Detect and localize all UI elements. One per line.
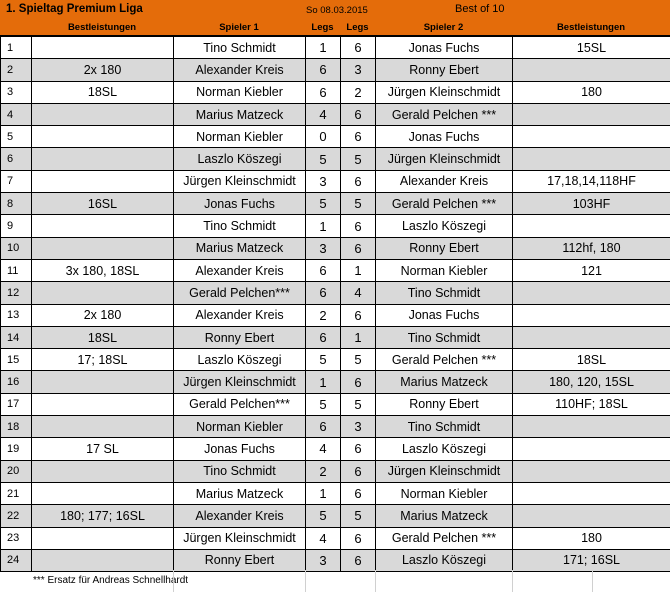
table-row xyxy=(1,460,670,482)
cell-best-right xyxy=(513,438,670,460)
cell-best-right: 110HF; 18SL xyxy=(513,393,670,415)
cell-match-number: 2 xyxy=(1,59,32,81)
cell-match-number: 4 xyxy=(1,103,32,125)
cell-legs2: 6 xyxy=(341,549,376,571)
cell-best-right: 112hf, 180 xyxy=(513,237,670,259)
cell-best-left xyxy=(32,237,174,259)
cell-player2: Gerald Pelchen *** xyxy=(376,349,513,371)
cell-match-number: 12 xyxy=(1,282,32,304)
table-row xyxy=(1,282,670,304)
cell-player1: Laszlo Köszegi xyxy=(174,148,306,170)
table-row xyxy=(1,170,670,192)
cell-player2: Tino Schmidt xyxy=(376,282,513,304)
cell-player1: Norman Kiebler xyxy=(174,416,306,438)
cell-match-number: 7 xyxy=(1,170,32,192)
cell-player2: Tino Schmidt xyxy=(376,326,513,348)
cell-player1: Laszlo Köszegi xyxy=(174,349,306,371)
cell-best-right: 18SL xyxy=(513,349,670,371)
cell-player2: Laszlo Köszegi xyxy=(376,215,513,237)
cell-legs1: 1 xyxy=(306,482,341,504)
cell-legs1: 6 xyxy=(306,259,341,281)
cell-legs2: 3 xyxy=(341,416,376,438)
cell-player1: Alexander Kreis xyxy=(174,59,306,81)
cell-best-right: 180, 120, 15SL xyxy=(513,371,670,393)
table-row xyxy=(1,349,670,371)
cell-match-number: 19 xyxy=(1,438,32,460)
cell-player1: Jürgen Kleinschmidt xyxy=(174,371,306,393)
cell-player2: Laszlo Köszegi xyxy=(376,438,513,460)
table-row xyxy=(1,259,670,281)
cell-player1: Marius Matzeck xyxy=(174,482,306,504)
cell-legs2: 6 xyxy=(341,37,376,59)
cell-player2: Gerald Pelchen *** xyxy=(376,527,513,549)
cell-match-number: 11 xyxy=(1,259,32,281)
cell-match-number: 9 xyxy=(1,215,32,237)
cell-match-number: 16 xyxy=(1,371,32,393)
cell-legs2: 4 xyxy=(341,282,376,304)
table-row xyxy=(1,371,670,393)
cell-player1: Alexander Kreis xyxy=(174,259,306,281)
cell-legs2: 6 xyxy=(341,215,376,237)
cell-best-left xyxy=(32,170,174,192)
table-row xyxy=(1,438,670,460)
cell-player2: Laszlo Köszegi xyxy=(376,549,513,571)
table-row xyxy=(1,59,670,81)
cell-legs1: 6 xyxy=(306,81,341,103)
cell-best-left xyxy=(32,37,174,59)
cell-player2: Jürgen Kleinschmidt xyxy=(376,81,513,103)
cell-best-left xyxy=(32,393,174,415)
results-table xyxy=(0,36,670,572)
cell-legs1: 0 xyxy=(306,126,341,148)
cell-match-number: 13 xyxy=(1,304,32,326)
cell-legs2: 5 xyxy=(341,148,376,170)
cell-player2: Jonas Fuchs xyxy=(376,304,513,326)
cell-legs1: 5 xyxy=(306,505,341,527)
cell-best-left xyxy=(32,482,174,504)
cell-best-left: 17; 18SL xyxy=(32,349,174,371)
cell-player2: Alexander Kreis xyxy=(376,170,513,192)
cell-player1: Gerald Pelchen*** xyxy=(174,282,306,304)
cell-match-number: 17 xyxy=(1,393,32,415)
cell-player1: Tino Schmidt xyxy=(174,215,306,237)
cell-player2: Norman Kiebler xyxy=(376,259,513,281)
cell-best-right xyxy=(513,59,670,81)
table-row xyxy=(1,482,670,504)
cell-player1: Alexander Kreis xyxy=(174,304,306,326)
cell-best-right xyxy=(513,304,670,326)
cell-match-number: 22 xyxy=(1,505,32,527)
cell-legs1: 3 xyxy=(306,170,341,192)
col-header-legs2: Legs xyxy=(346,22,369,33)
table-row xyxy=(1,103,670,125)
cell-legs1: 4 xyxy=(306,103,341,125)
col-header-best-left: Bestleistungen xyxy=(67,22,137,33)
cell-legs1: 6 xyxy=(306,282,341,304)
cell-legs1: 4 xyxy=(306,438,341,460)
cell-player2: Gerald Pelchen *** xyxy=(376,103,513,125)
cell-legs2: 6 xyxy=(341,460,376,482)
cell-best-right: 180 xyxy=(513,527,670,549)
cell-legs2: 6 xyxy=(341,482,376,504)
cell-legs1: 2 xyxy=(306,304,341,326)
cell-player2: Ronny Ebert xyxy=(376,393,513,415)
cell-legs1: 1 xyxy=(306,215,341,237)
cell-player2: Jürgen Kleinschmidt xyxy=(376,460,513,482)
results-table-body xyxy=(1,37,670,572)
cell-legs2: 6 xyxy=(341,237,376,259)
cell-best-left xyxy=(32,371,174,393)
table-row xyxy=(1,326,670,348)
cell-legs2: 6 xyxy=(341,304,376,326)
cell-legs2: 6 xyxy=(341,170,376,192)
cell-player1: Marius Matzeck xyxy=(174,237,306,259)
best-of-label: Best of 10 xyxy=(455,3,505,15)
cell-match-number: 15 xyxy=(1,349,32,371)
cell-player2: Norman Kiebler xyxy=(376,482,513,504)
cell-legs2: 1 xyxy=(341,259,376,281)
cell-best-left: 18SL xyxy=(32,81,174,103)
cell-match-number: 23 xyxy=(1,527,32,549)
cell-legs1: 2 xyxy=(306,460,341,482)
cell-match-number: 24 xyxy=(1,549,32,571)
cell-legs2: 5 xyxy=(341,505,376,527)
cell-player1: Alexander Kreis xyxy=(174,505,306,527)
cell-legs2: 3 xyxy=(341,59,376,81)
cell-legs1: 5 xyxy=(306,393,341,415)
cell-legs1: 5 xyxy=(306,349,341,371)
table-row xyxy=(1,215,670,237)
cell-legs1: 4 xyxy=(306,527,341,549)
header-bar xyxy=(0,0,670,21)
cell-legs1: 1 xyxy=(306,371,341,393)
cell-best-right: 15SL xyxy=(513,37,670,59)
cell-best-left: 2x 180 xyxy=(32,304,174,326)
cell-best-right xyxy=(513,326,670,348)
cell-legs1: 5 xyxy=(306,193,341,215)
cell-best-right xyxy=(513,282,670,304)
cell-legs2: 6 xyxy=(341,527,376,549)
league-title: 1. Spieltag Premium Liga xyxy=(6,3,143,15)
cell-best-right: 17,18,14,118HF xyxy=(513,170,670,192)
column-header-bar xyxy=(0,21,670,36)
cell-best-right xyxy=(513,505,670,527)
cell-best-right: 180 xyxy=(513,81,670,103)
cell-match-number: 1 xyxy=(1,37,32,59)
cell-legs1: 6 xyxy=(306,59,341,81)
cell-best-left xyxy=(32,527,174,549)
cell-best-left: 16SL xyxy=(32,193,174,215)
cell-match-number: 3 xyxy=(1,81,32,103)
cell-match-number: 5 xyxy=(1,126,32,148)
cell-legs2: 6 xyxy=(341,438,376,460)
cell-player1: Jonas Fuchs xyxy=(174,438,306,460)
table-row xyxy=(1,37,670,59)
cell-legs1: 6 xyxy=(306,416,341,438)
cell-best-right xyxy=(513,148,670,170)
cell-legs2: 5 xyxy=(341,193,376,215)
cell-best-left xyxy=(32,103,174,125)
table-row xyxy=(1,549,670,571)
cell-player1: Jonas Fuchs xyxy=(174,193,306,215)
cell-player1: Norman Kiebler xyxy=(174,81,306,103)
col-header-best-right: Bestleistungen xyxy=(556,22,626,33)
cell-legs1: 1 xyxy=(306,37,341,59)
cell-player2: Gerald Pelchen *** xyxy=(376,193,513,215)
cell-player2: Marius Matzeck xyxy=(376,505,513,527)
cell-legs2: 1 xyxy=(341,326,376,348)
cell-best-right xyxy=(513,416,670,438)
table-row xyxy=(1,527,670,549)
cell-best-left xyxy=(32,215,174,237)
cell-player1: Jürgen Kleinschmidt xyxy=(174,170,306,192)
cell-legs2: 6 xyxy=(341,126,376,148)
cell-best-left: 17 SL xyxy=(32,438,174,460)
cell-best-left xyxy=(32,126,174,148)
cell-legs2: 6 xyxy=(341,103,376,125)
cell-player2: Marius Matzeck xyxy=(376,371,513,393)
cell-best-left xyxy=(32,282,174,304)
table-row xyxy=(1,505,670,527)
cell-player1: Norman Kiebler xyxy=(174,126,306,148)
cell-legs2: 5 xyxy=(341,393,376,415)
cell-best-left xyxy=(32,416,174,438)
cell-best-right: 121 xyxy=(513,259,670,281)
table-row xyxy=(1,148,670,170)
cell-player1: Marius Matzeck xyxy=(174,103,306,125)
cell-match-number: 10 xyxy=(1,237,32,259)
table-row xyxy=(1,81,670,103)
cell-match-number: 20 xyxy=(1,460,32,482)
cell-legs2: 2 xyxy=(341,81,376,103)
table-row xyxy=(1,304,670,326)
footnote: *** Ersatz für Andreas Schnellhardt xyxy=(33,575,189,586)
cell-match-number: 21 xyxy=(1,482,32,504)
footer xyxy=(0,570,670,592)
cell-match-number: 18 xyxy=(1,416,32,438)
cell-player1: Tino Schmidt xyxy=(174,37,306,59)
cell-legs1: 3 xyxy=(306,237,341,259)
col-header-player1: Spieler 1 xyxy=(219,22,259,33)
table-row xyxy=(1,237,670,259)
cell-legs2: 6 xyxy=(341,371,376,393)
cell-player2: Jürgen Kleinschmidt xyxy=(376,148,513,170)
cell-best-left xyxy=(32,460,174,482)
cell-legs1: 6 xyxy=(306,326,341,348)
cell-best-right xyxy=(513,482,670,504)
cell-player2: Jonas Fuchs xyxy=(376,126,513,148)
cell-best-right xyxy=(513,215,670,237)
col-header-legs1: Legs xyxy=(311,22,334,33)
cell-player1: Ronny Ebert xyxy=(174,326,306,348)
cell-match-number: 14 xyxy=(1,326,32,348)
cell-player2: Jonas Fuchs xyxy=(376,37,513,59)
cell-player2: Tino Schmidt xyxy=(376,416,513,438)
cell-match-number: 8 xyxy=(1,193,32,215)
cell-best-right xyxy=(513,460,670,482)
cell-best-right xyxy=(513,126,670,148)
cell-best-right xyxy=(513,103,670,125)
cell-match-number: 6 xyxy=(1,148,32,170)
table-row xyxy=(1,416,670,438)
col-header-player2: Spieler 2 xyxy=(423,22,464,33)
cell-best-right: 171; 16SL xyxy=(513,549,670,571)
cell-legs1: 5 xyxy=(306,148,341,170)
table-row xyxy=(1,193,670,215)
cell-best-left: 180; 177; 16SL xyxy=(32,505,174,527)
cell-player2: Ronny Ebert xyxy=(376,59,513,81)
cell-player1: Ronny Ebert xyxy=(174,549,306,571)
table-row xyxy=(1,126,670,148)
cell-best-left: 18SL xyxy=(32,326,174,348)
cell-legs2: 5 xyxy=(341,349,376,371)
cell-best-left xyxy=(32,148,174,170)
table-row xyxy=(1,393,670,415)
cell-legs1: 3 xyxy=(306,549,341,571)
cell-best-left xyxy=(32,549,174,571)
cell-best-left: 2x 180 xyxy=(32,59,174,81)
cell-player2: Ronny Ebert xyxy=(376,237,513,259)
cell-player1: Jürgen Kleinschmidt xyxy=(174,527,306,549)
cell-player1: Gerald Pelchen*** xyxy=(174,393,306,415)
cell-best-left: 3x 180, 18SL xyxy=(32,259,174,281)
match-date: So 08.03.2015 xyxy=(306,5,368,16)
cell-player1: Tino Schmidt xyxy=(174,460,306,482)
cell-best-right: 103HF xyxy=(513,193,670,215)
